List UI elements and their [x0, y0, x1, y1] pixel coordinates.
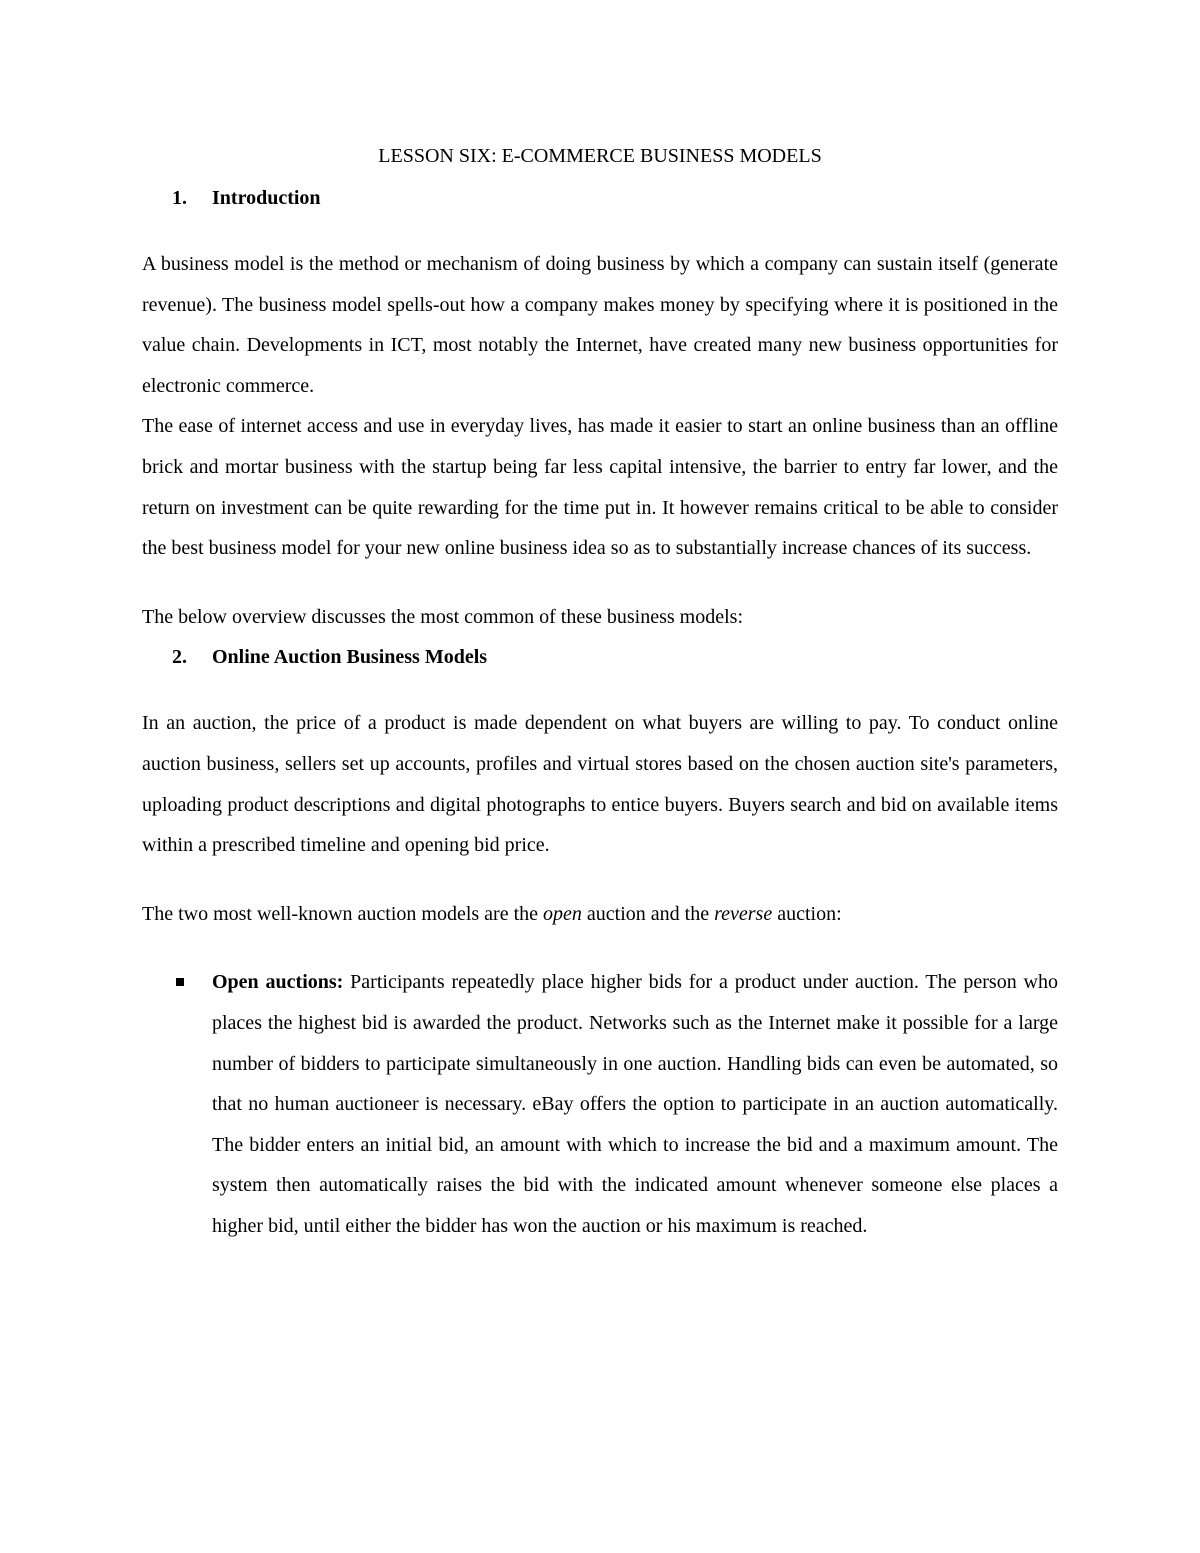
models-intro-after: auction: — [772, 902, 842, 925]
section-heading-online-auction — [142, 641, 1058, 673]
reverse-emphasis: reverse — [714, 902, 773, 925]
intro-paragraph-2: The ease of internet access and use in everyday lives, has made it easier to start an online business than an offline brick and mortar business with the startup being far less capital intensive, the barrier to entry far lower, and the return on investment can be quite rewarding for the time put in. It however remains critical to be able to consider the best business model for your new online business idea so as to substantially increase chances of its success. — [142, 415, 1058, 560]
auction-paragraph-1: In an auction, the price of a product is made dependent on what buyers are willing to pay. To conduct online auction business, sellers set up accounts, profiles and virtual stores based on the chosen auction site's parameters, uploading product descriptions and digital photographs to entice buyers. Buyers search and bid on available items within a prescribed timeline and opening bid price. — [142, 712, 1058, 857]
section-number: 2. — [172, 646, 187, 669]
section-heading-introduction — [142, 182, 1058, 214]
section-title: Online Auction Business Models — [212, 646, 488, 669]
auction-models-list — [142, 962, 1058, 1246]
auction-models-intro — [142, 894, 1058, 935]
square-bullet-icon — [176, 978, 184, 986]
list-item-open-auctions — [142, 962, 1058, 1246]
models-intro-middle: auction and the — [581, 902, 715, 925]
models-intro-before: The two most well-known auction models are the — [142, 902, 544, 925]
document-body — [142, 140, 1058, 1246]
section-number: 1. — [172, 187, 187, 209]
section-title: Introduction — [212, 187, 321, 209]
bullet-text: Participants repeatedly place higher bids for a product under auction. The person who places the highest bid is awarded the product. Networks such as the Internet make it possible for a large number of bidders to participate simultaneously in one auction. Handling bids can even be automated, so that no human auctioneer is necessary. eBay offers the option to participate in an auction automatically. The bidder enters an initial bid, an amount with which to increase the bid and a maximum amount. The system then automatically raises the bid with the indicated amount whenever someone else places a higher bid, until either the bidder has won the auction or his maximum is reached. — [212, 971, 1058, 1237]
open-emphasis: open — [543, 902, 582, 925]
intro-paragraph-3: The below overview discusses the most common of these business models: — [142, 605, 744, 628]
intro-paragraph-1: A business model is the method or mechanism of doing business by which a company can sustain itself (generate revenue). The business model spells-out how a company makes money by specifying where it is positioned in the value chain. Developments in ICT, most notably the Internet, have created many new business opportunities for electronic commerce. — [142, 253, 1058, 397]
bullet-term: Open auctions: — [212, 971, 344, 994]
document-title: LESSON SIX: E-COMMERCE BUSINESS MODELS — [378, 145, 822, 167]
